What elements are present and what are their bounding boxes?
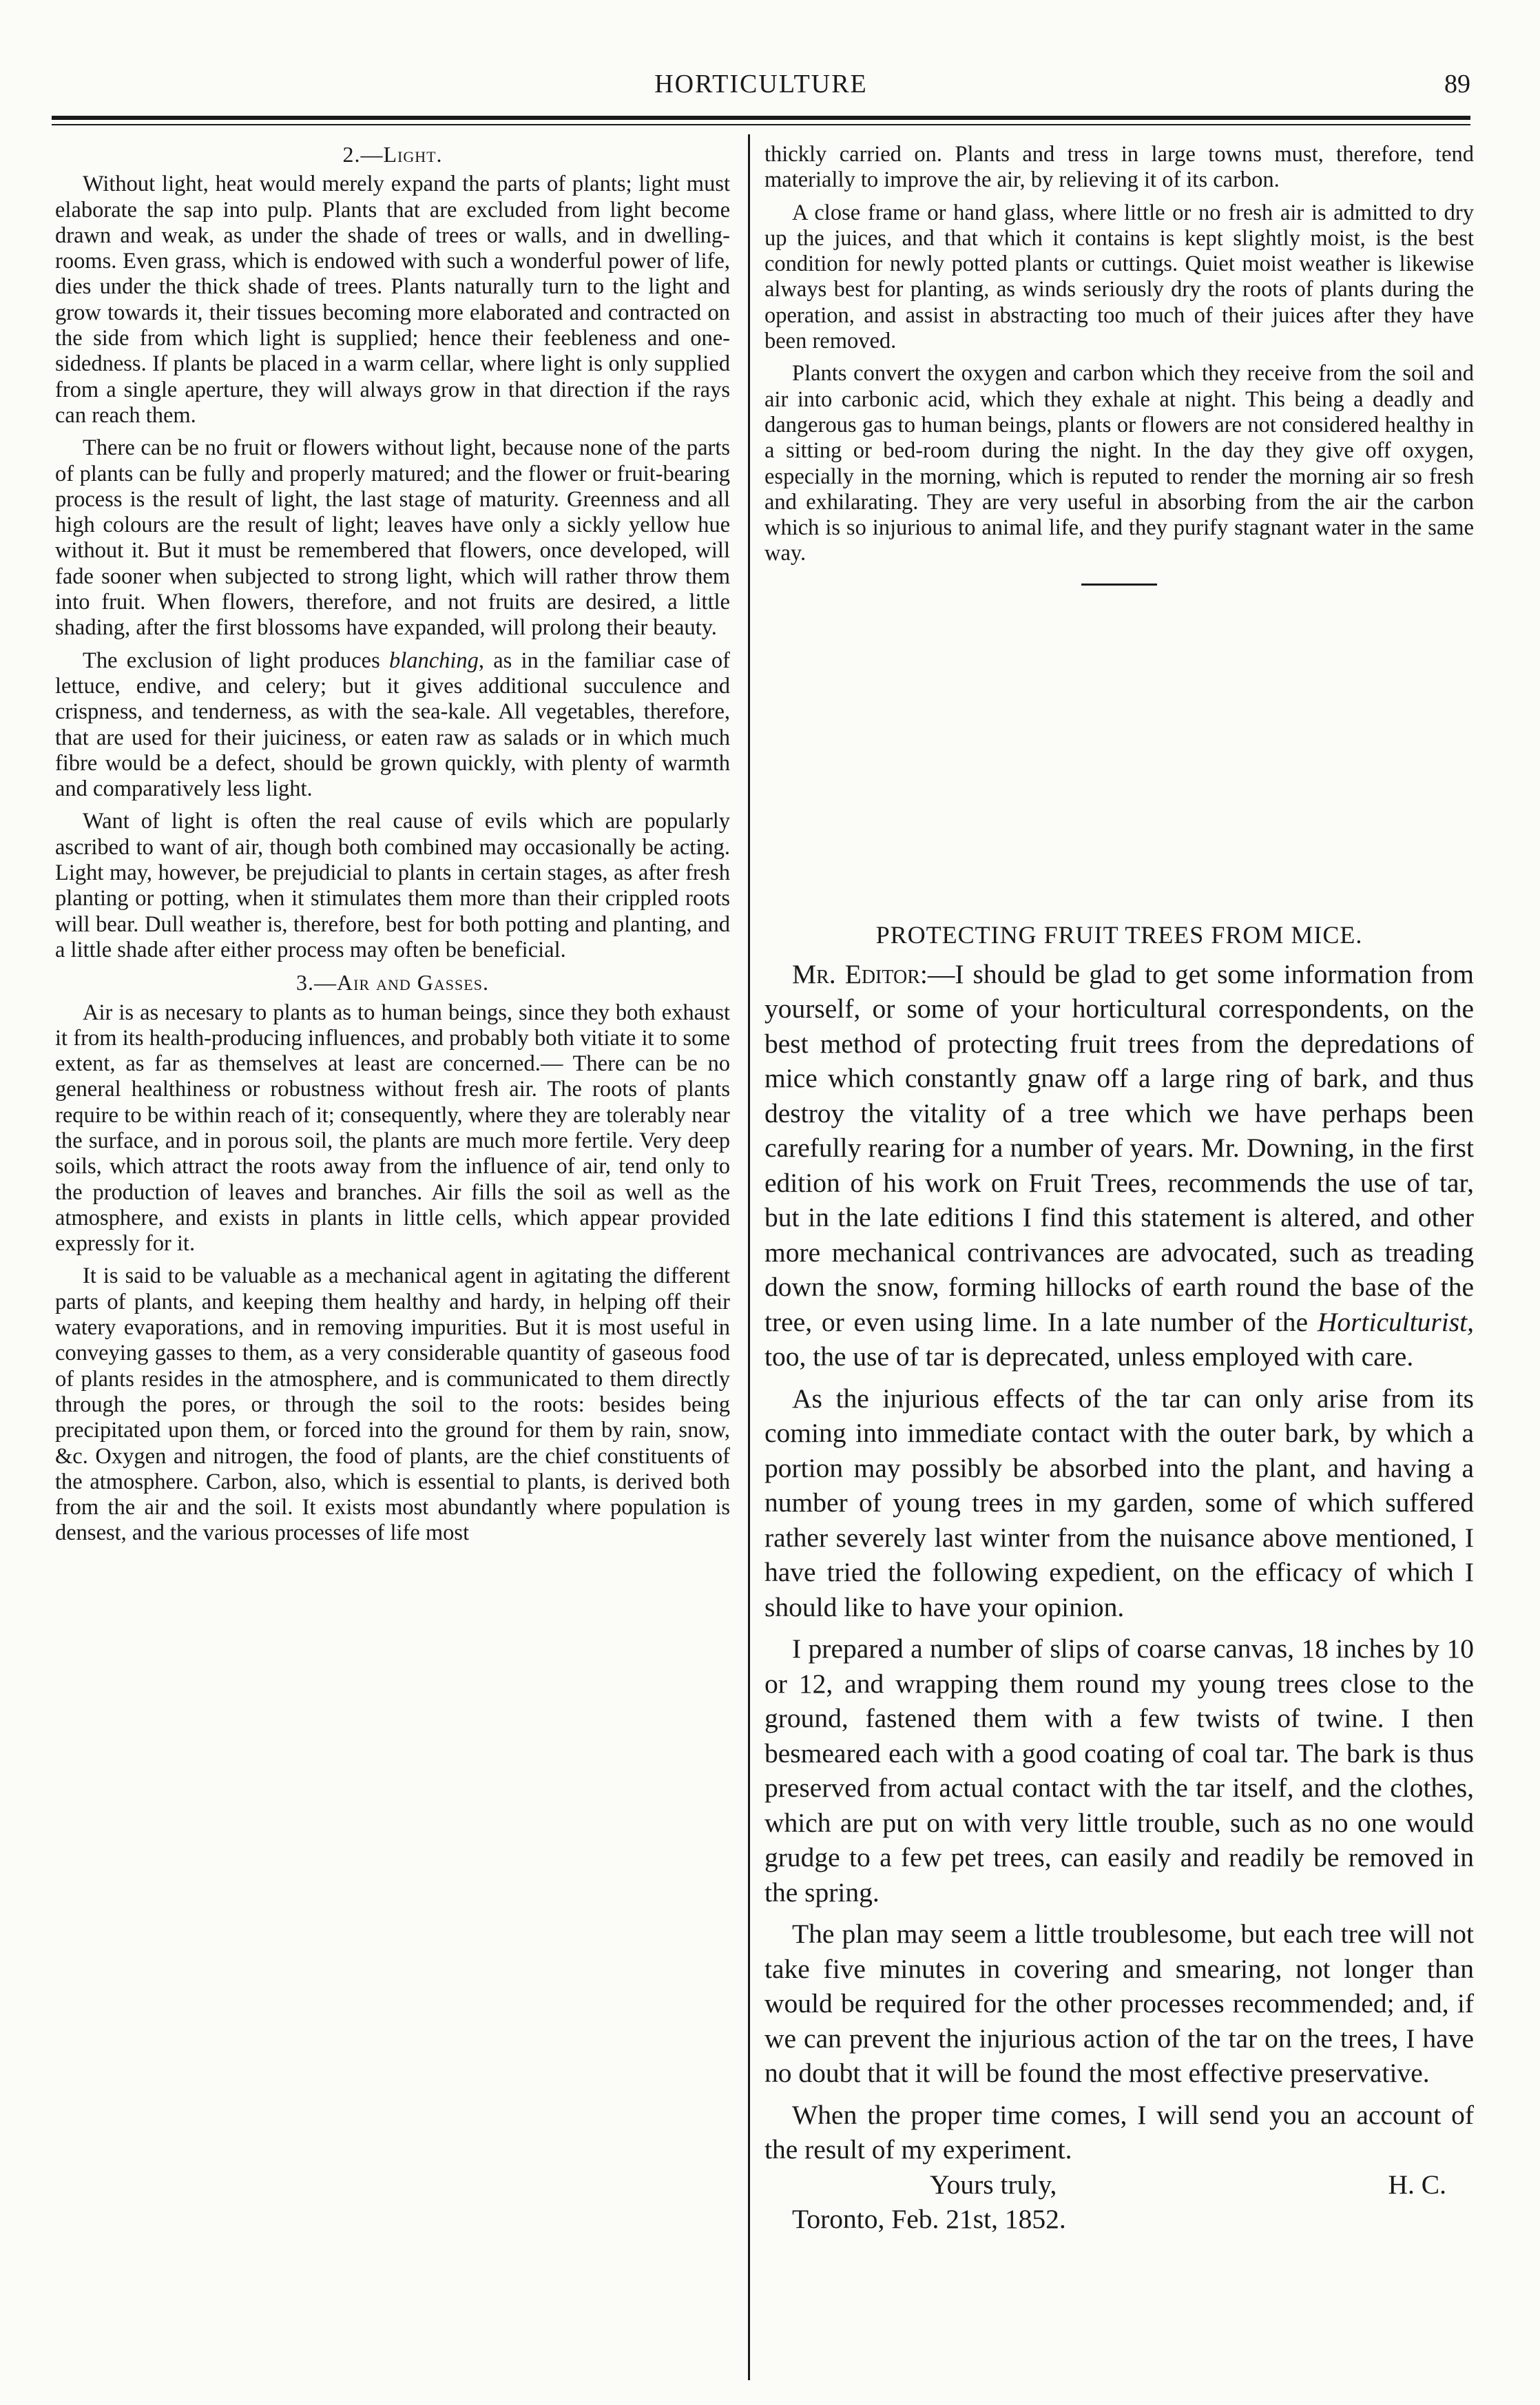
paragraph: thickly carried on. Plants and tress in large towns must, therefore, tend materially to improve the air, by relieving it of its carbon. <box>764 142 1474 193</box>
section-heading-light-text: 2.—Light. <box>342 142 443 167</box>
salutation: Mr. Editor <box>792 958 920 989</box>
text-run: too, the use of tar is deprecated, unless employed with care. <box>764 1341 1414 1372</box>
paragraph: Air is as necesary to plants as to human beings, since they both exhaust it from its health-producing influences, and probably both vitiate it to some extent, as far as themselves at least are concerned.— There can be no general healthiness or robustness without fresh air. The roots of plants require to be within reach of it; consequently, where they are tolerably near the surface, and in porous soil, the plants are much more fertile. Very deep soils, which attract the roots away from the influence of air, tend only to the production of leaves and branches. Air fills the soil as well as the atmosphere, and exists in plants in little cells, which appear provided expressly for it. <box>55 1000 730 1257</box>
paragraph: It is said to be valuable as a mechanical agent in agitating the different parts of plants, and keeping them healthy and hardy, in helping off their watery evaporations, and in removing impurities. But it is most useful in conveying gasses to them, as a very considerable quantity of gaseous food of plants resides in the atmosphere, and is communicated to them directly through the pores, or through the soil to the roots: besides being precipitated upon them, or forced into the ground for them by rain, snow, &c. Oxygen and nitrogen, the food of plants, are the chief constituents of the atmosphere. Carbon, also, which is essential to plants, is derived both from the air and the soil. It exists most abundantly where population is densest, and the various processes of life most <box>55 1263 730 1546</box>
right-column-upper <box>764 142 1474 610</box>
emphasis-blanching: blanching <box>388 648 479 673</box>
paragraph: Without light, heat would merely expand the parts of plants; light must elaborate the sap into pulp. Plants that are excluded from light become drawn and weak, as under the shade of trees or walls, and in dwelling-rooms. Even grass, which is endowed with such a wonderful power of life, dies under the thick shade of trees. Plants naturally turn to the light and grow towards it, their tissues becoming more elaborated and contracted on the side from which light is supplied; hence their feebleness and one-sidedness. If plants be placed in a warm cellar, where light is only supplied from a single aperture, they will always grow in that direction if the rays can reach them. <box>55 172 730 428</box>
paragraph: I prepared a number of slips of coarse canvas, 18 inches by 10 or 12, and wrapping them round my young trees close to the ground, fastened them with a few twists of twine. I then besmeared each with a good coating of coal tar. The bark is thus preserved from actual contact with the tar itself, and the clothes, which are put on with very little trouble, such as no one would grudge to a few pet trees, can easily and readily be removed in the spring. <box>764 1633 1474 1908</box>
signature: H. C. <box>1388 2169 1446 2200</box>
article-divider <box>1081 584 1157 586</box>
header-rule-thin <box>52 124 1470 125</box>
text-run: , as in the familiar case of lettuce, endive, and celery; but it gives additional succulence and crispness, and tenderness, as with the sea-kale. All vegetables, therefore, that are used for their juiciness, or eaten raw as salads or in which much fibre would be a defect, should be grown quickly, with plenty of warmth and comparatively less light. <box>55 648 730 802</box>
paragraph: There can be no fruit or flowers without light, because none of the parts of plants can be fully and properly matured; and the flower or fruit-bearing process is the result of light, the last stage of maturity. Greenness and all high colours are the result of light; leaves have only a sickly yellow hue without it. But it must be remembered that flowers, once developed, will fade sooner when subjected to strong light, which will rather throw them into fruit. When flowers, therefore, and not fruits are desired, a little shading, after the first blossoms have expanded, will prolong their beauty. <box>55 435 730 641</box>
paragraph <box>55 648 730 803</box>
header-rule-thick <box>52 116 1470 120</box>
emphasis-horticulturist: Horticulturist, <box>1317 1306 1474 1337</box>
paragraph: When the proper time comes, I will send you an account of the result of my experiment. <box>764 2099 1474 2165</box>
paragraph: Want of light is often the real cause of evils which are popularly ascribed to want of air, though both combined may occasionally be acting. Light may, however, be prejudicial to plants in certain stages, as after fresh planting or potting, when it stimulates them more than their crippled roots will bear. Dull weather is, therefore, best for both potting and planting, and a little shade after either process may often be beneficial. <box>55 809 730 962</box>
left-column <box>55 142 730 1554</box>
paragraph: As the injurious effects of the tar can only arise from its coming into immediate contact with the outer bark, by which a portion may possibly be absorbed into the plant, and having a number of young trees in my garden, some of which suffered rather severely last winter from the nuisance above mentioned, I have tried the following expedient, on the efficacy of which I should like to have your opinion. <box>764 1383 1474 1622</box>
page-header <box>52 69 1470 110</box>
text-run: The exclusion of light produces <box>83 648 389 673</box>
paragraph: A close frame or hand glass, where little or no fresh air is admitted to dry up the juices, and that which it contains is kept slightly moist, is the best condition for newly potted plants or cuttings. Quiet moist weather is likewise always best for planting, as winds seriously dry the roots of plants during the operation, and assist in abstracting too much of their juices after they have been removed. <box>764 200 1474 354</box>
section-heading-air <box>55 970 730 995</box>
section-heading-light <box>55 142 730 167</box>
right-column-letter <box>764 918 1474 2237</box>
closing: Yours truly, <box>930 2169 1057 2200</box>
section-heading-air-text: 3.—Air and Gasses. <box>296 970 489 995</box>
article-title: PROTECTING FRUIT TREES FROM MICE. <box>875 921 1363 949</box>
place-date: Toronto, Feb. 21st, 1852. <box>792 2204 1066 2234</box>
signature-row <box>764 2167 1474 2202</box>
column-divider <box>748 134 750 2380</box>
paragraph <box>764 957 1474 1374</box>
text-run: :—I should be glad to get some information from yourself, or some of your horticultural correspondents, on the best method of protecting fruit trees from the depredations of mice which constantly gnaw off a large ring of bark, and thus destroy the vitality of a tree which we have perhaps been carefully rearing for a number of years. Mr. Downing, in the first edition of his work on Fruit Trees, recommends the use of tar, but in the late editions I find this statement is altered, and other more mechanical contrivances are advocated, such as treading down the snow, forming hillocks of earth round the base of the tree, or even using lime. In a late number of the <box>764 958 1475 1337</box>
page-number: 89 <box>1444 70 1470 99</box>
paragraph: Plants convert the oxygen and carbon which they receive from the soil and air into carbonic acid, which they exhale at night. This being a deadly and dangerous gas to human beings, plants or flowers are not considered healthy in a sitting or bed-room during the night. In the day they give off oxygen, especially in the morning, which is reputed to render the morning air so fresh and exhilarating. They are very useful in absorbing from the air the carbon which is so injurious to animal life, and they purify stagnant water in the same way. <box>764 361 1474 566</box>
paragraph: The plan may seem a little troublesome, but each tree will not take five minutes in covering and smearing, not longer than would be required for the other processes recommended; and, if we can prevent the injurious action of the tar on the trees, I have no doubt that it will be found the most effective preservative. <box>764 1919 1474 2088</box>
running-head: HORTICULTURE <box>654 70 868 99</box>
